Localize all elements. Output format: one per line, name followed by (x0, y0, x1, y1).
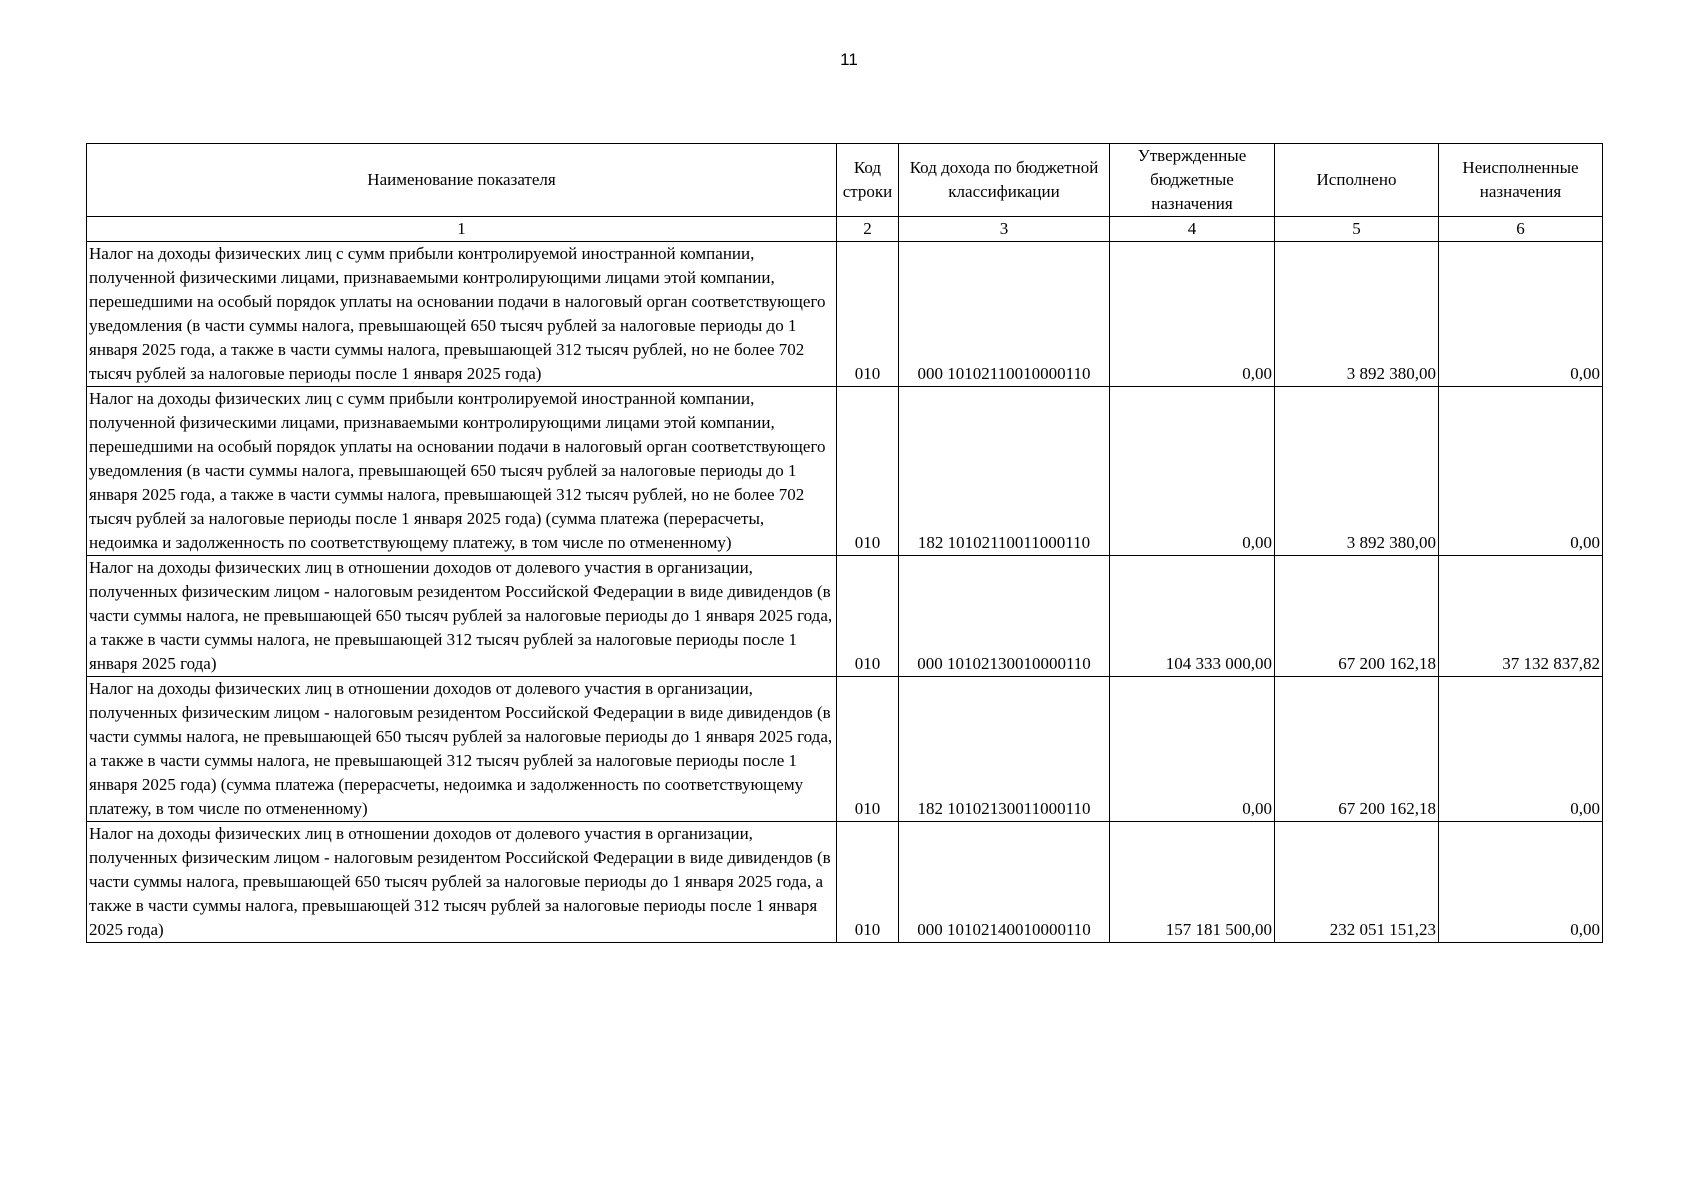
indicator-name-cell: Налог на доходы физических лиц с сумм прибыли контролируемой иностранной компании, полученной физическими лицами, признаваемыми контролирующими лицами этой компании, перешедшими на особый порядок уплаты на основании подачи в налоговый орган соответствующего уведомления (в части суммы налога, превышающей 650 тысяч рублей за налоговые периоды до 1 января 2025 года, а также в части суммы налога, превышающей 312 тысяч рублей, но не более 702 тысяч рублей за налоговые периоды после 1 января 2025 года) (87, 242, 837, 387)
column-number: 1 (87, 217, 837, 242)
header-executed: Исполнено (1275, 144, 1439, 217)
indicator-name-cell: Налог на доходы физических лиц в отношении доходов от долевого участия в организации, полученных физическим лицом - налоговым резидентом Российской Федерации в виде дивидендов (в части суммы налога, не превышающей 650 тысяч рублей за налоговые периоды до 1 января 2025 года, а также в части суммы налога, не превышающей 312 тысяч рублей за налоговые периоды после 1 января 2025 года) (сумма платежа (перерасчеты, недоимка и задолженность по соответствующему платежу, в том числе по отмененному) (87, 677, 837, 822)
table-row (87, 556, 1603, 677)
table-row (87, 242, 1603, 387)
table-header-row (87, 144, 1603, 217)
budget-code-cell: 000 10102140010000110 (899, 822, 1110, 943)
executed-cell: 232 051 151,23 (1275, 822, 1439, 943)
indicator-name-cell: Налог на доходы физических лиц в отношении доходов от долевого участия в организации, полученных физическим лицом - налоговым резидентом Российской Федерации в виде дивидендов (в части суммы налога, не превышающей 650 тысяч рублей за налоговые периоды до 1 января 2025 года, а также в части суммы налога, не превышающей 312 тысяч рублей за налоговые периоды после 1 января 2025 года) (87, 556, 837, 677)
line-code-cell: 010 (837, 556, 899, 677)
unexecuted-cell: 0,00 (1439, 822, 1603, 943)
executed-cell: 3 892 380,00 (1275, 387, 1439, 556)
budget-execution-table (86, 143, 1603, 943)
unexecuted-cell: 0,00 (1439, 677, 1603, 822)
table-row (87, 387, 1603, 556)
approved-cell: 104 333 000,00 (1110, 556, 1275, 677)
page-number: 11 (840, 50, 858, 69)
approved-cell: 0,00 (1110, 387, 1275, 556)
unexecuted-cell: 37 132 837,82 (1439, 556, 1603, 677)
column-number-row (87, 217, 1603, 242)
table-row (87, 822, 1603, 943)
header-unexecuted-assignments: Неисполненные назначения (1439, 144, 1603, 217)
line-code-cell: 010 (837, 822, 899, 943)
column-number: 4 (1110, 217, 1275, 242)
column-number: 6 (1439, 217, 1603, 242)
table-row (87, 677, 1603, 822)
header-budget-classification-code: Код дохода по бюджетной классификации (899, 144, 1110, 217)
line-code-cell: 010 (837, 387, 899, 556)
approved-cell: 0,00 (1110, 677, 1275, 822)
line-code-cell: 010 (837, 242, 899, 387)
budget-code-cell: 000 10102130010000110 (899, 556, 1110, 677)
executed-cell: 67 200 162,18 (1275, 556, 1439, 677)
unexecuted-cell: 0,00 (1439, 387, 1603, 556)
budget-code-cell: 182 10102130011000110 (899, 677, 1110, 822)
column-number: 5 (1275, 217, 1439, 242)
budget-code-cell: 000 10102110010000110 (899, 242, 1110, 387)
executed-cell: 3 892 380,00 (1275, 242, 1439, 387)
header-indicator-name: Наименование показателя (87, 144, 837, 217)
executed-cell: 67 200 162,18 (1275, 677, 1439, 822)
column-number: 2 (837, 217, 899, 242)
unexecuted-cell: 0,00 (1439, 242, 1603, 387)
line-code-cell: 010 (837, 677, 899, 822)
header-line-code: Код строки (837, 144, 899, 217)
column-number: 3 (899, 217, 1110, 242)
approved-cell: 157 181 500,00 (1110, 822, 1275, 943)
indicator-name-cell: Налог на доходы физических лиц в отношении доходов от долевого участия в организации, полученных физическим лицом - налоговым резидентом Российской Федерации в виде дивидендов (в части суммы налога, превышающей 650 тысяч рублей за налоговые периоды до 1 января 2025 года, а также в части суммы налога, превышающей 312 тысяч рублей за налоговые периоды после 1 января 2025 года) (87, 822, 837, 943)
budget-code-cell: 182 10102110011000110 (899, 387, 1110, 556)
header-approved-assignments: Утвержденные бюджетные назначения (1110, 144, 1275, 217)
approved-cell: 0,00 (1110, 242, 1275, 387)
indicator-name-cell: Налог на доходы физических лиц с сумм прибыли контролируемой иностранной компании, полученной физическими лицами, признаваемыми контролирующими лицами этой компании, перешедшими на особый порядок уплаты на основании подачи в налоговый орган соответствующего уведомления (в части суммы налога, превышающей 650 тысяч рублей за налоговые периоды до 1 января 2025 года, а также в части суммы налога, превышающей 312 тысяч рублей, но не более 702 тысяч рублей за налоговые периоды после 1 января 2025 года) (сумма платежа (перерасчеты, недоимка и задолженность по соответствующему платежу, в том числе по отмененному) (87, 387, 837, 556)
